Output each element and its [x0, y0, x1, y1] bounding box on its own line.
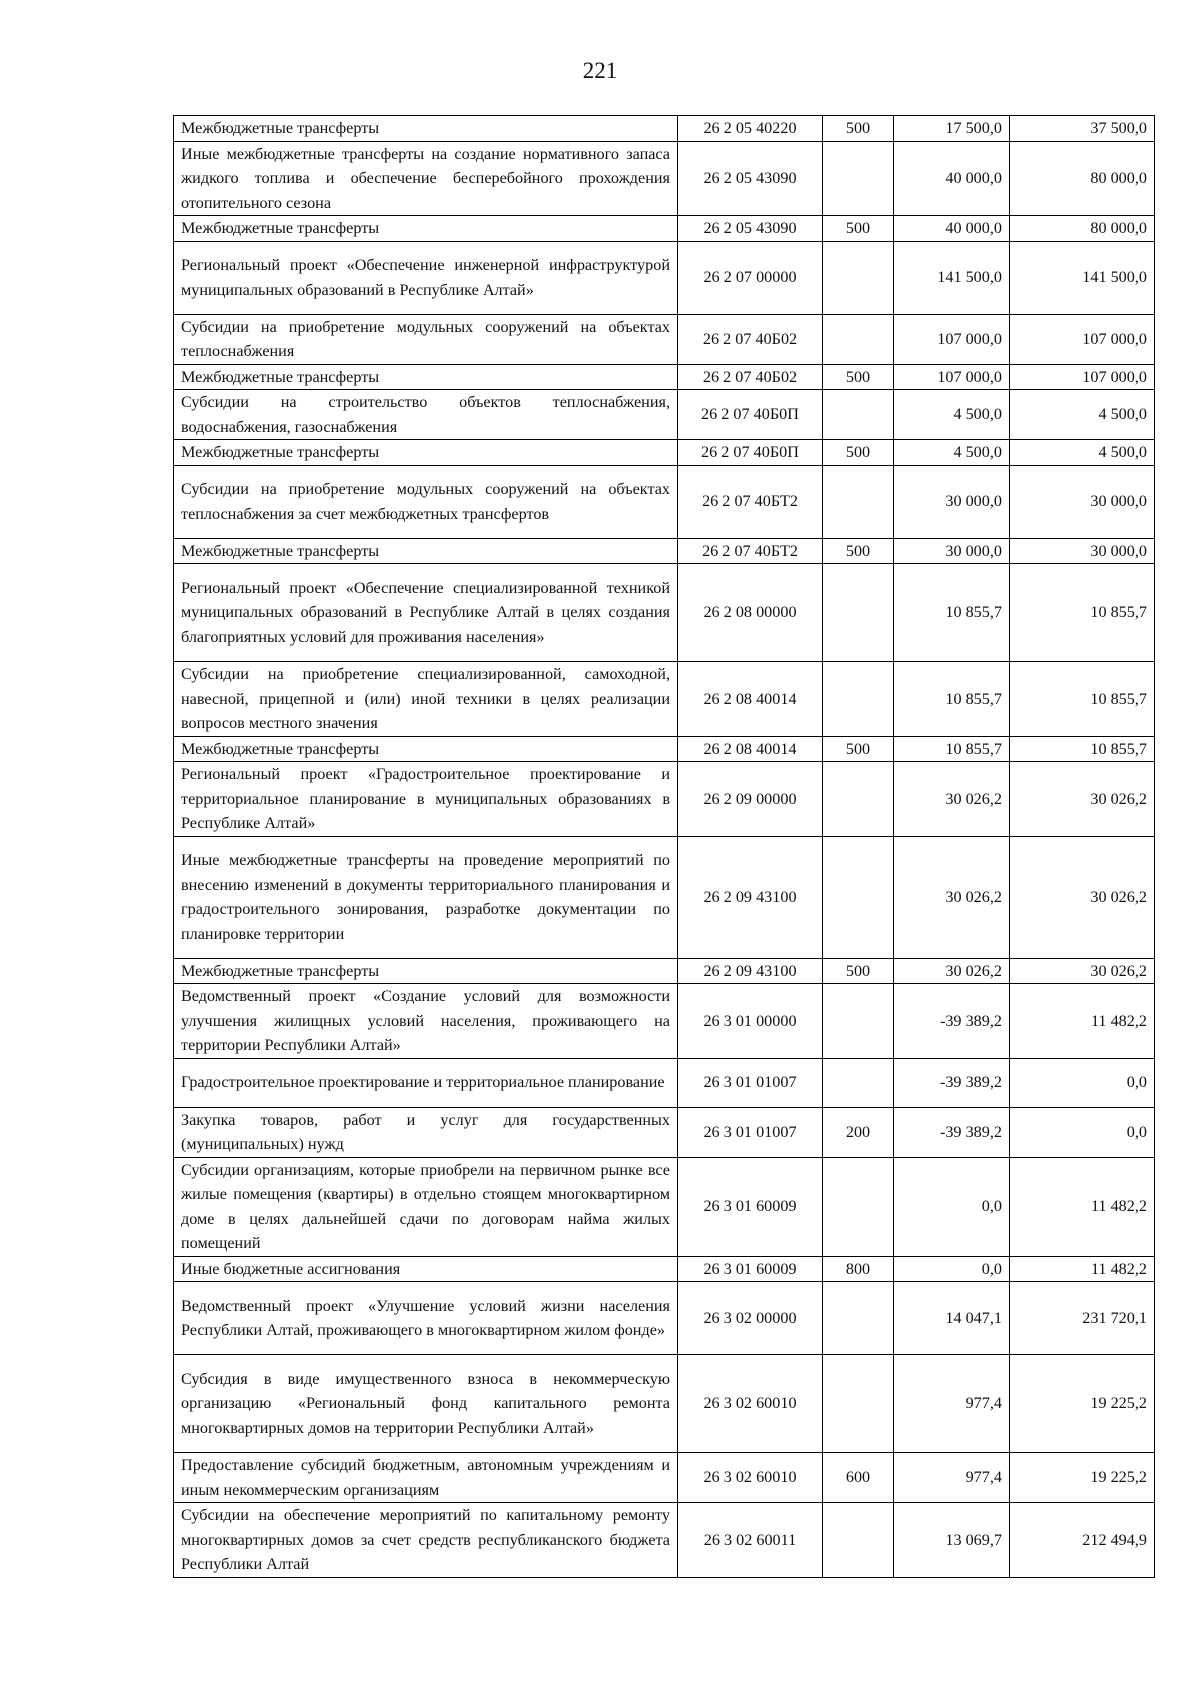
row-value-1: 141 500,0 [894, 241, 1010, 314]
row-name: Субсидии на приобретение специализированной, самоходной, навесной, прицепной и (или) иной техники в целях реализации вопросов местного значения [174, 662, 678, 737]
row-value-1: 10 855,7 [894, 564, 1010, 662]
row-kind [823, 836, 894, 958]
row-kind [823, 1058, 894, 1107]
row-name: Региональный проект «Градостроительное проектирование и территориальное планирование в муниципальных образованиях в Республике Алтай» [174, 762, 678, 837]
table-row [174, 116, 1155, 142]
row-value-1: 30 000,0 [894, 538, 1010, 564]
table-row [174, 216, 1155, 242]
row-name: Субсидия в виде имущественного взноса в некоммерческую организацию «Региональный фонд капитального ремонта многоквартирных домов на территории Республики Алтай» [174, 1355, 678, 1453]
table-row [174, 736, 1155, 762]
row-value-2: 30 026,2 [1010, 836, 1155, 958]
row-code: 26 3 01 00000 [678, 984, 823, 1059]
row-value-2: 80 000,0 [1010, 141, 1155, 216]
row-kind: 500 [823, 216, 894, 242]
row-code: 26 2 05 43090 [678, 216, 823, 242]
row-value-1: 977,4 [894, 1355, 1010, 1453]
row-value-2: 11 482,2 [1010, 984, 1155, 1059]
row-name: Ведомственный проект «Улучшение условий жизни населения Республики Алтай, проживающего в многоквартирном жилом фонде» [174, 1282, 678, 1355]
table-row [174, 465, 1155, 538]
budget-table [173, 115, 1155, 1578]
row-kind: 800 [823, 1256, 894, 1282]
row-kind: 200 [823, 1107, 894, 1157]
row-code: 26 3 02 60010 [678, 1355, 823, 1453]
table-row [174, 390, 1155, 440]
row-value-1: 0,0 [894, 1256, 1010, 1282]
row-code: 26 2 05 43090 [678, 141, 823, 216]
row-code: 26 2 05 40220 [678, 116, 823, 142]
row-value-1: 10 855,7 [894, 736, 1010, 762]
row-value-1: 10 855,7 [894, 662, 1010, 737]
row-code: 26 2 08 00000 [678, 564, 823, 662]
row-kind: 500 [823, 538, 894, 564]
row-code: 26 3 01 60009 [678, 1157, 823, 1256]
row-kind [823, 564, 894, 662]
table-row [174, 958, 1155, 984]
row-value-1: 107 000,0 [894, 364, 1010, 390]
row-code: 26 3 01 60009 [678, 1256, 823, 1282]
table-row [174, 836, 1155, 958]
row-name: Ведомственный проект «Создание условий для возможности улучшения жилищных условий населения, проживающего на территории Республики Алтай» [174, 984, 678, 1059]
row-value-2: 30 000,0 [1010, 538, 1155, 564]
row-kind [823, 465, 894, 538]
table-row [174, 1107, 1155, 1157]
row-name: Межбюджетные трансферты [174, 736, 678, 762]
row-code: 26 2 08 40014 [678, 662, 823, 737]
row-value-2: 11 482,2 [1010, 1256, 1155, 1282]
row-value-2: 37 500,0 [1010, 116, 1155, 142]
row-name: Субсидии организациям, которые приобрели на первичном рынке все жилые помещения (квартиры) в отдельно стоящем многоквартирном доме в целях дальнейшей сдачи по договорам найма жилых помещений [174, 1157, 678, 1256]
row-name: Субсидии на строительство объектов теплоснабжения, водоснабжения, газоснабжения [174, 390, 678, 440]
row-value-2: 231 720,1 [1010, 1282, 1155, 1355]
row-kind [823, 314, 894, 364]
row-value-1: 13 069,7 [894, 1503, 1010, 1578]
table-row [174, 364, 1155, 390]
row-code: 26 2 07 40Б02 [678, 364, 823, 390]
row-kind [823, 762, 894, 837]
row-kind [823, 1282, 894, 1355]
row-name: Предоставление субсидий бюджетным, автономным учреждениям и иным некоммерческим организациям [174, 1453, 678, 1503]
row-kind [823, 984, 894, 1059]
table-row [174, 241, 1155, 314]
row-kind: 500 [823, 736, 894, 762]
row-value-2: 19 225,2 [1010, 1453, 1155, 1503]
row-code: 26 3 02 60011 [678, 1503, 823, 1578]
row-value-2: 30 026,2 [1010, 958, 1155, 984]
row-value-2: 4 500,0 [1010, 390, 1155, 440]
row-value-2: 19 225,2 [1010, 1355, 1155, 1453]
row-value-2: 0,0 [1010, 1107, 1155, 1157]
row-code: 26 2 08 40014 [678, 736, 823, 762]
row-name: Межбюджетные трансферты [174, 364, 678, 390]
row-value-2: 30 026,2 [1010, 762, 1155, 837]
row-value-2: 107 000,0 [1010, 364, 1155, 390]
row-kind: 500 [823, 116, 894, 142]
row-value-1: 30 026,2 [894, 762, 1010, 837]
row-name: Субсидии на приобретение модульных сооружений на объектах теплоснабжения за счет межбюджетных трансфертов [174, 465, 678, 538]
table-row [174, 1355, 1155, 1453]
row-name: Региональный проект «Обеспечение специализированной техникой муниципальных образований в Республике Алтай в целях создания благоприятных условий для проживания населения» [174, 564, 678, 662]
page-number: 221 [582, 58, 618, 83]
row-name: Межбюджетные трансферты [174, 538, 678, 564]
row-name: Межбюджетные трансферты [174, 216, 678, 242]
row-value-1: 4 500,0 [894, 440, 1010, 466]
row-name: Иные межбюджетные трансферты на проведение мероприятий по внесению изменений в документы территориального планирования и градостроительного зонирования, разработке документации по планировке территории [174, 836, 678, 958]
table-row [174, 314, 1155, 364]
row-name: Региональный проект «Обеспечение инженерной инфраструктурой муниципальных образований в Республике Алтай» [174, 241, 678, 314]
row-code: 26 2 07 00000 [678, 241, 823, 314]
row-value-1: 977,4 [894, 1453, 1010, 1503]
row-value-2: 10 855,7 [1010, 564, 1155, 662]
table-row [174, 1256, 1155, 1282]
row-value-2: 10 855,7 [1010, 736, 1155, 762]
table-row [174, 662, 1155, 737]
row-code: 26 2 07 40Б02 [678, 314, 823, 364]
row-value-1: 30 026,2 [894, 958, 1010, 984]
row-name: Межбюджетные трансферты [174, 440, 678, 466]
row-value-2: 30 000,0 [1010, 465, 1155, 538]
row-code: 26 2 09 43100 [678, 958, 823, 984]
row-code: 26 2 07 40БТ2 [678, 465, 823, 538]
row-value-2: 107 000,0 [1010, 314, 1155, 364]
row-code: 26 3 01 01007 [678, 1107, 823, 1157]
row-kind [823, 390, 894, 440]
row-name: Иные бюджетные ассигнования [174, 1256, 678, 1282]
row-value-1: 107 000,0 [894, 314, 1010, 364]
row-kind: 500 [823, 958, 894, 984]
row-value-1: -39 389,2 [894, 1107, 1010, 1157]
row-kind [823, 141, 894, 216]
row-code: 26 3 02 00000 [678, 1282, 823, 1355]
table-row [174, 984, 1155, 1059]
table-row [174, 564, 1155, 662]
row-value-1: -39 389,2 [894, 1058, 1010, 1107]
table-row [174, 1282, 1155, 1355]
budget-table-body [174, 116, 1155, 1578]
table-row [174, 440, 1155, 466]
row-name: Субсидии на обеспечение мероприятий по капитальному ремонту многоквартирных домов за счет средств республиканского бюджета Республики Алтай [174, 1503, 678, 1578]
table-row [174, 1157, 1155, 1256]
table-row [174, 762, 1155, 837]
row-code: 26 2 09 00000 [678, 762, 823, 837]
row-code: 26 3 01 01007 [678, 1058, 823, 1107]
row-kind: 500 [823, 440, 894, 466]
row-name: Межбюджетные трансферты [174, 116, 678, 142]
row-value-1: 40 000,0 [894, 216, 1010, 242]
row-value-1: 0,0 [894, 1157, 1010, 1256]
table-row [174, 538, 1155, 564]
row-kind [823, 1157, 894, 1256]
row-value-1: 30 000,0 [894, 465, 1010, 538]
row-value-1: 4 500,0 [894, 390, 1010, 440]
row-kind [823, 662, 894, 737]
row-value-1: 17 500,0 [894, 116, 1010, 142]
row-value-1: -39 389,2 [894, 984, 1010, 1059]
row-value-2: 4 500,0 [1010, 440, 1155, 466]
row-kind [823, 1355, 894, 1453]
table-row [174, 1453, 1155, 1503]
row-value-1: 30 026,2 [894, 836, 1010, 958]
row-name: Иные межбюджетные трансферты на создание нормативного запаса жидкого топлива и обеспечение бесперебойного прохождения отопительного сезона [174, 141, 678, 216]
row-name: Субсидии на приобретение модульных сооружений на объектах теплоснабжения [174, 314, 678, 364]
row-value-1: 14 047,1 [894, 1282, 1010, 1355]
row-value-2: 10 855,7 [1010, 662, 1155, 737]
row-code: 26 3 02 60010 [678, 1453, 823, 1503]
row-code: 26 2 07 40Б0П [678, 440, 823, 466]
row-value-2: 141 500,0 [1010, 241, 1155, 314]
row-name: Межбюджетные трансферты [174, 958, 678, 984]
row-value-2: 80 000,0 [1010, 216, 1155, 242]
row-kind: 500 [823, 364, 894, 390]
table-row [174, 1503, 1155, 1578]
row-value-2: 212 494,9 [1010, 1503, 1155, 1578]
row-value-1: 40 000,0 [894, 141, 1010, 216]
row-code: 26 2 07 40БТ2 [678, 538, 823, 564]
table-row [174, 1058, 1155, 1107]
row-kind: 600 [823, 1453, 894, 1503]
row-kind [823, 241, 894, 314]
row-name: Градостроительное проектирование и территориальное планирование [174, 1058, 678, 1107]
table-row [174, 141, 1155, 216]
row-name: Закупка товаров, работ и услуг для государственных (муниципальных) нужд [174, 1107, 678, 1157]
row-code: 26 2 07 40Б0П [678, 390, 823, 440]
row-code: 26 2 09 43100 [678, 836, 823, 958]
row-value-2: 0,0 [1010, 1058, 1155, 1107]
row-value-2: 11 482,2 [1010, 1157, 1155, 1256]
row-kind [823, 1503, 894, 1578]
